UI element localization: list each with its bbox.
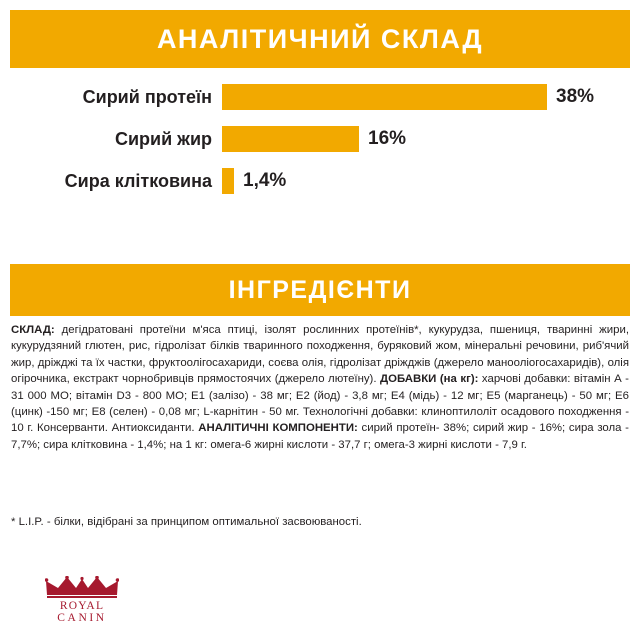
logo-text-canin: CANIN (57, 612, 107, 624)
chart-bar-wrap (222, 126, 630, 152)
chart-row-value: 1,4% (243, 170, 287, 191)
chart-bar (222, 84, 547, 110)
chart-row-value: 38% (556, 86, 595, 107)
ingredients-additives-text: харчові добавки: вітамін А - 31 000 МО; вітамін D3 - 800 МО; Е1 (залізо) - 38 мг; Е2 (йод) - 3,8 мг; Е4 (мідь) - 12 мг; Е5 (марганець) - 50 мг; Е6 (цинк) -150 мг; Е8 (селен) - 0,08 мг; L-карнітин - 50 мг. Технологічні добавки: клиноптилоліт осадового походження - 10 г. Консерванти. Антиоксиданти. (11, 373, 629, 435)
chart-row (10, 82, 630, 112)
ingredients-body (11, 322, 629, 453)
chart-row-label: Сирий жир (114, 128, 212, 149)
chart-bar-wrap (222, 168, 630, 194)
chart-row (10, 166, 630, 196)
ingredients-label-analytical-components: АНАЛІТИЧНІ КОМПОНЕНТИ: (198, 422, 358, 435)
analytic-composition-header (10, 10, 630, 68)
ingredients-title: ІНГРЕДІЄНТИ (228, 276, 412, 304)
crown-icon (45, 576, 119, 598)
analytic-composition-title: АНАЛІТИЧНИЙ СКЛАД (156, 24, 484, 54)
ingredients-label-additives: ДОБАВКИ (на кг): (380, 373, 479, 386)
chart-row-label: Сира клітковина (64, 170, 212, 191)
ingredients-composition-text: дегідратовані протеїни м'яса птиці, ізолят рослинних протеїнів*, кукурудза, пшениця, тваринні жири, кукурудзяний глютен, рис, гідролізат білків тваринного походження, буряковий жом, мінеральні речовини, риб'ячий жир, дріжджі та їх частки, фруктоолігосахариди, соєва олія, гідролізат дріжджів (джерело манооліогосахаридів), олія огірочника, екстракт чорнобривців прямостоячих (джерело лютеїну). (11, 324, 629, 386)
royal-canin-logo (27, 576, 137, 624)
chart-bar-wrap (222, 84, 630, 110)
ingredients-footnote: * L.I.P. - білки, відібрані за принципом оптимальної засвоюваності. (11, 516, 362, 528)
analytic-composition-chart (10, 82, 630, 208)
chart-bar (222, 126, 359, 152)
chart-row-value: 16% (368, 128, 407, 149)
ingredients-analytical-components-text: сирий протеїн- 38%; сирий жир - 16%; сира зола - 7,7%; сира клітковина - 1,4%; на 1 кг: омега-6 жирні кислоти - 37,7 г; омега-3 жирні кислоти - 7,9 г. (11, 422, 629, 451)
chart-row (10, 124, 630, 154)
chart-row-label: Сирий протеїн (82, 86, 212, 107)
chart-bar (222, 168, 234, 194)
logo-text-royal: ROYAL (59, 600, 105, 612)
ingredients-header (10, 264, 630, 316)
ingredients-label-composition: СКЛАД: (11, 324, 55, 336)
